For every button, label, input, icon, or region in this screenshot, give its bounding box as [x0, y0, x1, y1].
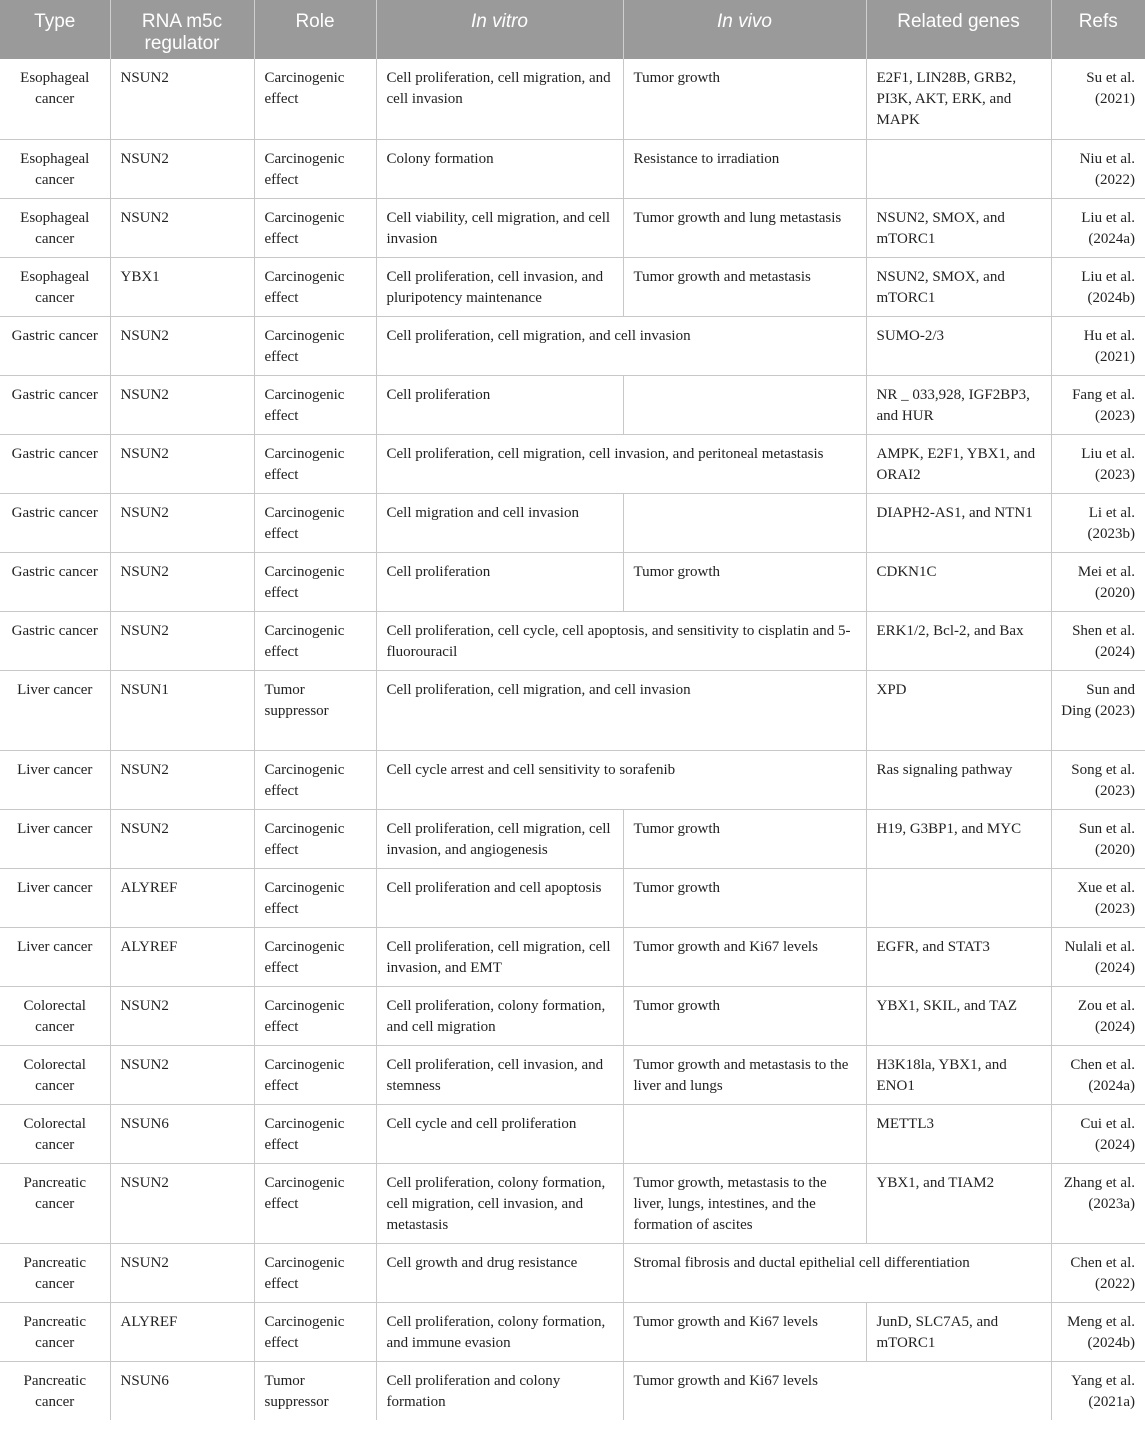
cell-in-vitro-in-vivo: Cell proliferation, cell migration, and cell invasion [376, 316, 866, 375]
header-refs: Refs [1051, 0, 1145, 59]
cell-regulator: NSUN2 [110, 986, 254, 1045]
cell-role: Carcinogenic effect [254, 1243, 376, 1302]
cell-type: Pancreatic cancer [0, 1302, 110, 1361]
cell-in-vivo: Tumor growth and lung metastasis [623, 198, 866, 257]
cell-in-vitro-in-vivo: Cell proliferation, cell cycle, cell apoptosis, and sensitivity to cisplatin and 5-fluorouracil [376, 611, 866, 670]
cell-in-vivo [623, 493, 866, 552]
cell-role: Carcinogenic effect [254, 986, 376, 1045]
cell-related-genes: E2F1, LIN28B, GRB2, PI3K, AKT, ERK, and MAPK [866, 59, 1051, 139]
cell-in-vivo-related-genes: Stromal fibrosis and ductal epithelial cell differentiation [623, 1243, 1051, 1302]
cell-refs: Sun and Ding (2023) [1051, 670, 1145, 750]
cell-related-genes: XPD [866, 670, 1051, 750]
cell-role: Carcinogenic effect [254, 750, 376, 809]
cell-in-vivo: Tumor growth [623, 59, 866, 139]
table-row [0, 1163, 1145, 1243]
table-row [0, 316, 1145, 375]
cell-in-vitro: Cell proliferation, cell migration, cell invasion, and EMT [376, 927, 623, 986]
cell-type: Gastric cancer [0, 316, 110, 375]
cell-type: Esophageal cancer [0, 139, 110, 198]
cell-in-vivo: Tumor growth and Ki67 levels [623, 1302, 866, 1361]
cell-refs: Liu et al. (2024b) [1051, 257, 1145, 316]
table-row [0, 670, 1145, 750]
cell-related-genes: NSUN2, SMOX, and mTORC1 [866, 198, 1051, 257]
cell-in-vitro: Cell proliferation, cell invasion, and pluripotency maintenance [376, 257, 623, 316]
cell-role: Carcinogenic effect [254, 1104, 376, 1163]
cell-refs: Sun et al. (2020) [1051, 809, 1145, 868]
table-row [0, 375, 1145, 434]
cell-type: Pancreatic cancer [0, 1243, 110, 1302]
cell-related-genes [866, 868, 1051, 927]
cell-role: Carcinogenic effect [254, 59, 376, 139]
cell-role: Tumor suppressor [254, 670, 376, 750]
cell-role: Carcinogenic effect [254, 552, 376, 611]
cell-role: Carcinogenic effect [254, 1302, 376, 1361]
cell-in-vitro: Cell viability, cell migration, and cell invasion [376, 198, 623, 257]
header-type: Type [0, 0, 110, 59]
table-row [0, 1104, 1145, 1163]
table-row [0, 493, 1145, 552]
cell-related-genes: NR _ 033,928, IGF2BP3, and HUR [866, 375, 1051, 434]
cell-role: Carcinogenic effect [254, 611, 376, 670]
cell-role: Carcinogenic effect [254, 198, 376, 257]
cell-in-vitro: Cell growth and drug resistance [376, 1243, 623, 1302]
cell-related-genes: METTL3 [866, 1104, 1051, 1163]
cell-refs: Su et al. (2021) [1051, 59, 1145, 139]
cell-regulator: NSUN2 [110, 375, 254, 434]
cell-related-genes: AMPK, E2F1, YBX1, and ORAI2 [866, 434, 1051, 493]
cell-in-vitro: Cell proliferation, cell migration, and cell invasion [376, 59, 623, 139]
cell-in-vivo: Tumor growth and metastasis [623, 257, 866, 316]
cell-role: Carcinogenic effect [254, 375, 376, 434]
header-regulator: RNA m5c regulator [110, 0, 254, 59]
cell-role: Carcinogenic effect [254, 316, 376, 375]
cell-in-vitro: Cell proliferation and cell apoptosis [376, 868, 623, 927]
cell-related-genes: JunD, SLC7A5, and mTORC1 [866, 1302, 1051, 1361]
cell-refs: Zou et al. (2024) [1051, 986, 1145, 1045]
cell-related-genes: YBX1, SKIL, and TAZ [866, 986, 1051, 1045]
table-row [0, 927, 1145, 986]
cell-refs: Hu et al. (2021) [1051, 316, 1145, 375]
cell-refs: Meng et al. (2024b) [1051, 1302, 1145, 1361]
cell-regulator: ALYREF [110, 1302, 254, 1361]
cell-refs: Xue et al. (2023) [1051, 868, 1145, 927]
cell-related-genes: NSUN2, SMOX, and mTORC1 [866, 257, 1051, 316]
cell-type: Gastric cancer [0, 552, 110, 611]
table-row [0, 434, 1145, 493]
cell-in-vitro: Cell proliferation [376, 552, 623, 611]
cell-type: Gastric cancer [0, 434, 110, 493]
cell-in-vitro: Colony formation [376, 139, 623, 198]
cell-in-vitro-in-vivo: Cell proliferation, cell migration, cell invasion, and peritoneal metastasis [376, 434, 866, 493]
cell-in-vivo: Resistance to irradiation [623, 139, 866, 198]
cell-in-vivo: Tumor growth, metastasis to the liver, lungs, intestines, and the formation of ascites [623, 1163, 866, 1243]
cell-in-vivo: Tumor growth [623, 986, 866, 1045]
cell-in-vitro: Cell proliferation, colony formation, and cell migration [376, 986, 623, 1045]
cell-related-genes: EGFR, and STAT3 [866, 927, 1051, 986]
header-in-vitro: In vitro [376, 0, 623, 59]
cell-role: Carcinogenic effect [254, 493, 376, 552]
cell-refs: Li et al. (2023b) [1051, 493, 1145, 552]
cell-type: Colorectal cancer [0, 1045, 110, 1104]
cell-role: Carcinogenic effect [254, 809, 376, 868]
cell-refs: Liu et al. (2023) [1051, 434, 1145, 493]
cell-related-genes: H3K18la, YBX1, and ENO1 [866, 1045, 1051, 1104]
cell-refs: Cui et al. (2024) [1051, 1104, 1145, 1163]
cell-role: Carcinogenic effect [254, 927, 376, 986]
cell-role: Carcinogenic effect [254, 1045, 376, 1104]
table-row [0, 868, 1145, 927]
cell-regulator: ALYREF [110, 868, 254, 927]
cell-regulator: NSUN2 [110, 316, 254, 375]
cell-refs: Liu et al. (2024a) [1051, 198, 1145, 257]
cell-regulator: NSUN2 [110, 434, 254, 493]
cell-refs: Mei et al. (2020) [1051, 552, 1145, 611]
header-row [0, 0, 1145, 59]
table-row [0, 1361, 1145, 1420]
cell-regulator: NSUN2 [110, 1163, 254, 1243]
cell-regulator: NSUN2 [110, 809, 254, 868]
cell-in-vivo: Tumor growth [623, 809, 866, 868]
table-row [0, 198, 1145, 257]
cell-related-genes [866, 139, 1051, 198]
cell-type: Esophageal cancer [0, 59, 110, 139]
table-row [0, 59, 1145, 139]
table-row [0, 1302, 1145, 1361]
cell-role: Carcinogenic effect [254, 434, 376, 493]
table-row [0, 1045, 1145, 1104]
cell-in-vivo [623, 375, 866, 434]
cell-role: Carcinogenic effect [254, 1163, 376, 1243]
cell-in-vivo: Tumor growth and Ki67 levels [623, 927, 866, 986]
cell-regulator: NSUN2 [110, 611, 254, 670]
table-row [0, 139, 1145, 198]
cell-refs: Nulali et al. (2024) [1051, 927, 1145, 986]
cell-refs: Fang et al. (2023) [1051, 375, 1145, 434]
cell-regulator: NSUN6 [110, 1361, 254, 1420]
cell-refs: Niu et al. (2022) [1051, 139, 1145, 198]
table-row [0, 552, 1145, 611]
cell-regulator: NSUN1 [110, 670, 254, 750]
cell-related-genes: ERK1/2, Bcl-2, and Bax [866, 611, 1051, 670]
cell-role: Tumor suppressor [254, 1361, 376, 1420]
cell-in-vivo: Tumor growth [623, 868, 866, 927]
table-row [0, 611, 1145, 670]
cell-refs: Song et al. (2023) [1051, 750, 1145, 809]
cell-in-vitro: Cell proliferation [376, 375, 623, 434]
cell-type: Colorectal cancer [0, 986, 110, 1045]
cell-regulator: NSUN2 [110, 198, 254, 257]
cell-related-genes: CDKN1C [866, 552, 1051, 611]
table-row [0, 750, 1145, 809]
cell-in-vitro: Cell proliferation, colony formation, and immune evasion [376, 1302, 623, 1361]
table-row [0, 809, 1145, 868]
cell-in-vivo-related-genes: Tumor growth and Ki67 levels [623, 1361, 1051, 1420]
cell-in-vitro: Cell proliferation, colony formation, cell migration, cell invasion, and metastasis [376, 1163, 623, 1243]
cell-type: Gastric cancer [0, 493, 110, 552]
cell-type: Colorectal cancer [0, 1104, 110, 1163]
table-row [0, 1243, 1145, 1302]
cell-in-vivo [623, 1104, 866, 1163]
cell-type: Liver cancer [0, 809, 110, 868]
cell-type: Pancreatic cancer [0, 1361, 110, 1420]
cell-related-genes: Ras signaling pathway [866, 750, 1051, 809]
cell-role: Carcinogenic effect [254, 868, 376, 927]
header-in-vivo: In vivo [623, 0, 866, 59]
cell-role: Carcinogenic effect [254, 139, 376, 198]
cell-refs: Shen et al. (2024) [1051, 611, 1145, 670]
cell-type: Esophageal cancer [0, 198, 110, 257]
cell-in-vitro: Cell proliferation, cell invasion, and stemness [376, 1045, 623, 1104]
cell-related-genes: YBX1, and TIAM2 [866, 1163, 1051, 1243]
cell-refs: Yang et al. (2021a) [1071, 1372, 1135, 1410]
cell-in-vivo: Tumor growth and metastasis to the liver and lungs [623, 1045, 866, 1104]
header-related-genes: Related genes [866, 0, 1051, 59]
cell-type: Esophageal cancer [0, 257, 110, 316]
cell-regulator: NSUN2 [110, 552, 254, 611]
cell-related-genes: H19, G3BP1, and MYC [866, 809, 1051, 868]
cell-regulator: NSUN2 [110, 1243, 254, 1302]
cell-type: Liver cancer [0, 670, 110, 750]
cell-regulator: NSUN6 [110, 1104, 254, 1163]
cell-type: Liver cancer [0, 927, 110, 986]
cell-type: Pancreatic cancer [0, 1163, 110, 1243]
table-row [0, 257, 1145, 316]
cell-in-vitro-in-vivo: Cell proliferation, cell migration, and cell invasion [376, 670, 866, 750]
cell-role: Carcinogenic effect [254, 257, 376, 316]
cell-type: Liver cancer [0, 750, 110, 809]
cell-regulator: NSUN2 [110, 139, 254, 198]
cell-regulator: NSUN2 [110, 493, 254, 552]
cell-in-vitro-in-vivo: Cell cycle arrest and cell sensitivity to sorafenib [376, 750, 866, 809]
cell-related-genes: DIAPH2-AS1, and NTN1 [866, 493, 1051, 552]
cell-in-vitro: Cell cycle and cell proliferation [376, 1104, 623, 1163]
cell-related-genes: SUMO-2/3 [866, 316, 1051, 375]
cell-type: Gastric cancer [0, 611, 110, 670]
cell-in-vitro: Cell proliferation, cell migration, cell invasion, and angiogenesis [376, 809, 623, 868]
cell-regulator: YBX1 [110, 257, 254, 316]
cell-refs: Chen et al. (2024a) [1051, 1045, 1145, 1104]
cell-refs: Chen et al. (2022) [1051, 1243, 1145, 1302]
cell-in-vitro: Cell migration and cell invasion [376, 493, 623, 552]
cell-type: Liver cancer [0, 868, 110, 927]
cell-regulator: ALYREF [110, 927, 254, 986]
cell-type: Gastric cancer [0, 375, 110, 434]
cell-regulator: NSUN2 [110, 59, 254, 139]
cell-refs: Zhang et al. (2023a) [1051, 1163, 1145, 1243]
header-role: Role [254, 0, 376, 59]
table-row [0, 986, 1145, 1045]
cell-regulator: NSUN2 [110, 750, 254, 809]
cell-in-vitro: Cell proliferation and colony formation [376, 1361, 623, 1420]
cell-regulator: NSUN2 [110, 1045, 254, 1104]
cell-in-vivo: Tumor growth [623, 552, 866, 611]
